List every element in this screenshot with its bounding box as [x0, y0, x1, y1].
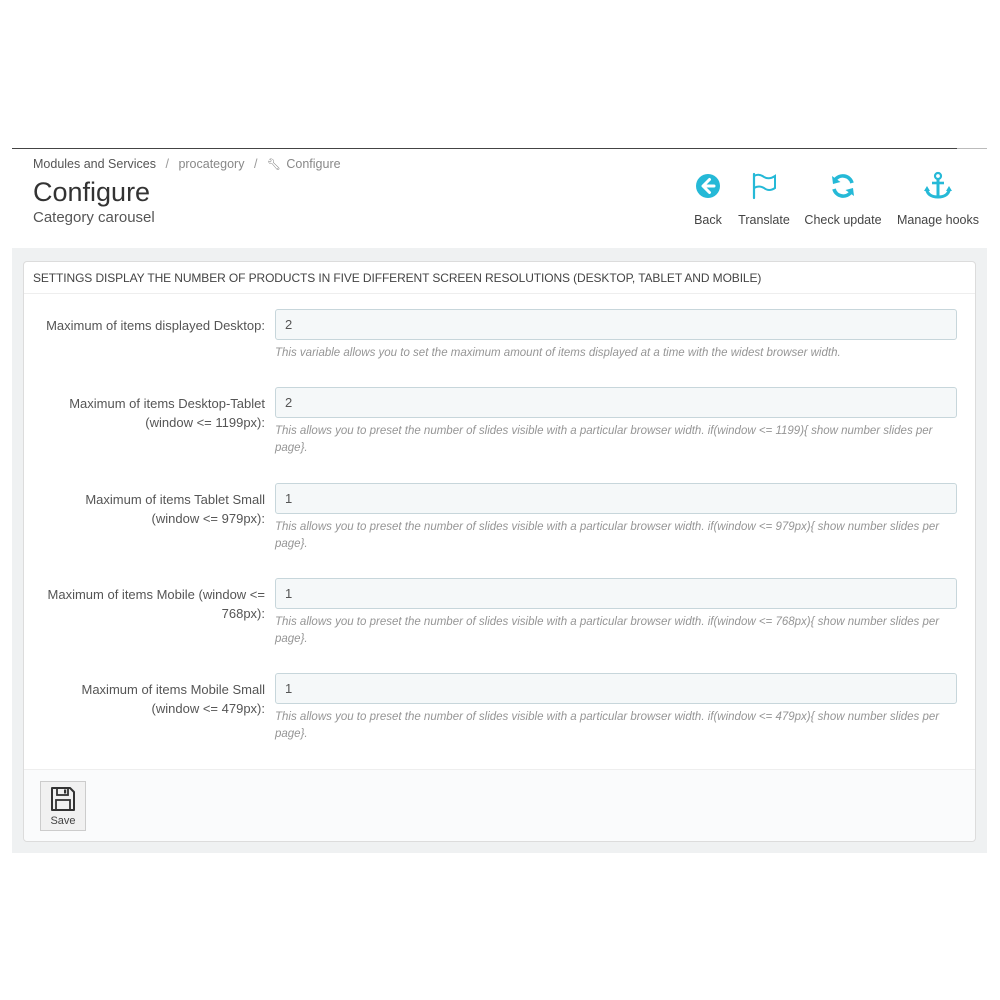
translate-label: Translate — [738, 213, 790, 227]
breadcrumb-configure: Configure — [286, 157, 341, 171]
settings-panel — [23, 261, 976, 842]
admin-frame — [12, 148, 987, 853]
breadcrumb-modules[interactable]: Modules and Services — [33, 157, 156, 171]
back-label: Back — [694, 213, 722, 227]
breadcrumb-separator: / — [253, 157, 258, 171]
max-items-mobile-small-input[interactable] — [275, 673, 957, 704]
field-help: This allows you to preset the number of slides visible with a particular browser width. if(window <= 479px){ show number slides per page}. — [275, 711, 940, 740]
refresh-icon — [828, 171, 858, 201]
manage-hooks-button[interactable] — [896, 171, 980, 227]
field-label: Maximum of items Desktop-Tablet (window <= 1199px): — [69, 396, 265, 430]
field-label: Maximum of items displayed Desktop: — [46, 318, 265, 333]
save-button[interactable] — [40, 781, 86, 831]
panel-footer — [24, 769, 975, 841]
max-items-mobile-input[interactable] — [275, 578, 957, 609]
arrow-left-circle-icon — [693, 171, 723, 201]
back-button[interactable] — [690, 171, 726, 227]
manage-hooks-label: Manage hooks — [896, 213, 979, 227]
field-label: Maximum of items Mobile Small (window <= 479px): — [81, 682, 265, 716]
check-update-label: Check update — [804, 213, 882, 227]
field-help: This allows you to preset the number of slides visible with a particular browser width. if(window <= 768px){ show number slides per page}. — [275, 616, 940, 645]
save-label: Save — [50, 815, 76, 827]
content-area — [12, 248, 987, 853]
field-help: This allows you to preset the number of slides visible with a particular browser width. if(window <= 1199){ show number slides per page}. — [275, 425, 933, 454]
max-items-desktop-tablet-input[interactable] — [275, 387, 957, 418]
max-items-tablet-small-input[interactable] — [275, 483, 957, 514]
translate-button[interactable] — [736, 171, 792, 227]
breadcrumb-procategory[interactable]: procategory — [178, 157, 245, 171]
breadcrumb-separator: / — [165, 157, 169, 171]
anchor-icon — [923, 171, 953, 201]
field-label: Maximum of items Mobile (window <= 768px): — [47, 587, 265, 621]
panel-heading-text: SETTINGS DISPLAY THE NUMBER OF PRODUCTS IN FIVE DIFFERENT SCREEN RESOLUTIONS (DESKTOP, TABLET AND MOBILE) — [33, 271, 762, 285]
page-header — [12, 149, 987, 248]
panel-heading — [24, 262, 975, 294]
check-update-button[interactable] — [803, 171, 883, 227]
flag-icon — [749, 171, 779, 201]
page-title: Configure — [33, 177, 151, 207]
wrench-icon: 🔧︎ — [266, 159, 281, 171]
max-items-desktop-input[interactable] — [275, 309, 957, 340]
floppy-disk-icon — [50, 786, 76, 812]
page-subtitle: Category carousel — [33, 209, 155, 226]
field-help: This variable allows you to set the maximum amount of items displayed at a time with the widest browser width. — [275, 347, 841, 359]
breadcrumb — [33, 157, 341, 171]
field-label: Maximum of items Tablet Small (window <= 979px): — [85, 492, 265, 526]
field-help: This allows you to preset the number of slides visible with a particular browser width. if(window <= 979px){ show number slides per page}. — [275, 521, 940, 550]
